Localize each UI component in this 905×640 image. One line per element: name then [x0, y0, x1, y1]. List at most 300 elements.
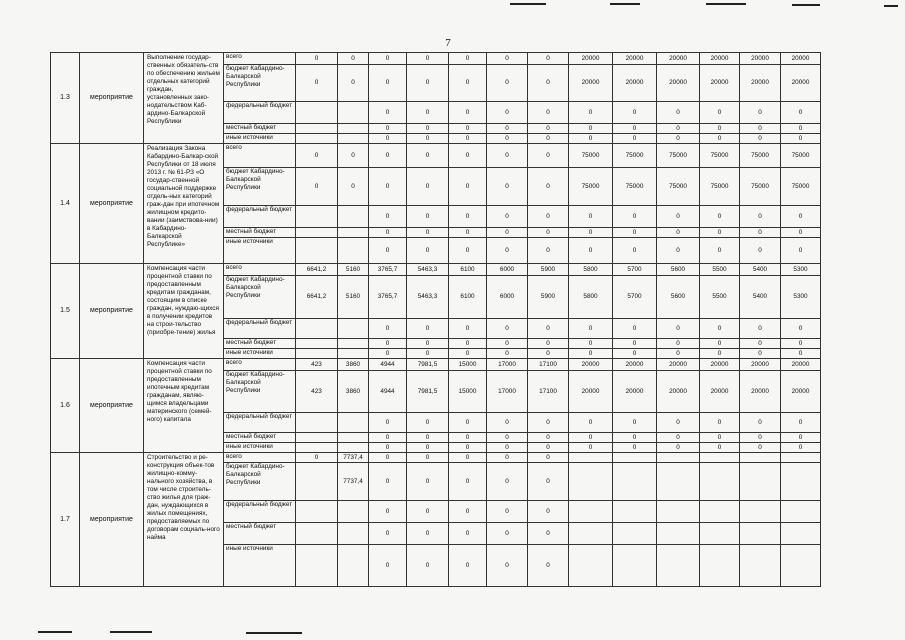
value-cell: 0: [528, 433, 569, 443]
value-cell: [296, 349, 338, 359]
value-cell: 0: [487, 238, 528, 264]
value-cell: [657, 545, 700, 587]
value-cell: [569, 501, 613, 523]
value-cell: [338, 349, 369, 359]
value-cell: 0: [528, 339, 569, 349]
value-cell: 17000: [487, 359, 528, 371]
scan-artifact-top-1: [510, 3, 546, 5]
value-cell: 0: [740, 102, 781, 124]
funding-source: бюджет Кабардино-Балкарской Республики: [224, 65, 296, 102]
value-cell: [296, 319, 338, 339]
value-cell: 20000: [740, 65, 781, 102]
value-cell: 0: [613, 339, 657, 349]
value-cell: 0: [657, 413, 700, 433]
value-cell: [296, 413, 338, 433]
value-cell: 0: [528, 206, 569, 228]
section-number: 1.6: [51, 359, 80, 453]
value-cell: [338, 545, 369, 587]
value-cell: 75000: [700, 168, 740, 206]
value-cell: 20000: [569, 359, 613, 371]
value-cell: 3765,7: [369, 264, 407, 276]
value-cell: 0: [700, 349, 740, 359]
value-cell: 0: [569, 433, 613, 443]
value-cell: [338, 339, 369, 349]
value-cell: 0: [407, 349, 449, 359]
value-cell: 0: [781, 413, 821, 433]
value-cell: 20000: [781, 65, 821, 102]
value-cell: 0: [449, 134, 487, 144]
value-cell: 0: [407, 413, 449, 433]
value-cell: 0: [407, 339, 449, 349]
value-cell: [781, 453, 821, 463]
value-cell: 0: [613, 228, 657, 238]
value-cell: [569, 463, 613, 501]
value-cell: 0: [296, 168, 338, 206]
value-cell: [296, 238, 338, 264]
value-cell: [338, 206, 369, 228]
value-cell: 0: [487, 65, 528, 102]
value-cell: 0: [487, 433, 528, 443]
value-cell: 0: [487, 102, 528, 124]
section-number: 1.3: [51, 53, 80, 144]
value-cell: [700, 545, 740, 587]
value-cell: 0: [569, 339, 613, 349]
value-cell: 5160: [338, 264, 369, 276]
budget-table: [50, 52, 821, 587]
funding-source: бюджет Кабардино-Балкарской Республики: [224, 463, 296, 501]
value-cell: 0: [700, 339, 740, 349]
value-cell: 0: [657, 319, 700, 339]
value-cell: 0: [528, 523, 569, 545]
value-cell: [296, 134, 338, 144]
value-cell: 20000: [569, 371, 613, 413]
value-cell: 0: [528, 413, 569, 433]
value-cell: 0: [528, 463, 569, 501]
value-cell: 5463,3: [407, 264, 449, 276]
value-cell: 0: [449, 319, 487, 339]
section-name: Реализация Закона Кабардино-Балкар-ской Республики от 18 июля 2013 г. № 61-РЗ «О государ-ственной социальной поддержке отдель-ных категорий граж-дан при ипотечном жилищном кредито-вании (заимствова-нии) в Кабардино-Балкарской Республике»: [144, 144, 224, 264]
value-cell: 0: [528, 102, 569, 124]
value-cell: 0: [487, 339, 528, 349]
value-cell: [338, 102, 369, 124]
value-cell: [338, 238, 369, 264]
value-cell: 0: [613, 124, 657, 134]
value-cell: 4944: [369, 371, 407, 413]
value-cell: 0: [407, 433, 449, 443]
funding-source: местный бюджет: [224, 523, 296, 545]
value-cell: 0: [449, 238, 487, 264]
value-cell: 17100: [528, 359, 569, 371]
value-cell: 0: [449, 463, 487, 501]
value-cell: 6641,2: [296, 276, 338, 319]
value-cell: 0: [449, 65, 487, 102]
value-cell: 0: [487, 413, 528, 433]
funding-source: местный бюджет: [224, 228, 296, 238]
value-cell: 0: [528, 168, 569, 206]
section-number: 1.4: [51, 144, 80, 264]
value-cell: 20000: [700, 65, 740, 102]
funding-source: всего: [224, 264, 296, 276]
value-cell: 0: [449, 339, 487, 349]
value-cell: 0: [449, 228, 487, 238]
value-cell: [740, 453, 781, 463]
value-cell: 0: [338, 53, 369, 65]
value-cell: [338, 124, 369, 134]
value-cell: 0: [487, 206, 528, 228]
value-cell: [338, 228, 369, 238]
table-row: [51, 144, 821, 168]
value-cell: 0: [569, 134, 613, 144]
value-cell: 0: [528, 144, 569, 168]
value-cell: 0: [781, 206, 821, 228]
value-cell: 0: [528, 545, 569, 587]
value-cell: [613, 453, 657, 463]
value-cell: 0: [700, 102, 740, 124]
value-cell: [781, 523, 821, 545]
value-cell: 0: [569, 206, 613, 228]
value-cell: 0: [487, 53, 528, 65]
funding-source: бюджет Кабардино-Балкарской Республики: [224, 168, 296, 206]
value-cell: 0: [781, 443, 821, 453]
value-cell: [700, 523, 740, 545]
value-cell: 0: [449, 168, 487, 206]
section-number: 1.5: [51, 264, 80, 359]
value-cell: 0: [700, 443, 740, 453]
funding-source: всего: [224, 453, 296, 463]
value-cell: 5600: [657, 276, 700, 319]
value-cell: 3860: [338, 359, 369, 371]
funding-source: бюджет Кабардино-Балкарской Республики: [224, 371, 296, 413]
value-cell: 0: [781, 433, 821, 443]
value-cell: 20000: [740, 53, 781, 65]
value-cell: 7737,4: [338, 453, 369, 463]
section-type: мероприятие: [80, 264, 144, 359]
value-cell: 0: [407, 228, 449, 238]
value-cell: [296, 463, 338, 501]
section-name: Компенсация части процентной ставки по предоставленным ипотечным кредитам гражданам, являю-щимся владельцами материнского (семей-ного) капитала: [144, 359, 224, 453]
value-cell: 75000: [700, 144, 740, 168]
value-cell: [781, 501, 821, 523]
value-cell: 0: [700, 433, 740, 443]
value-cell: 5900: [528, 264, 569, 276]
value-cell: 75000: [657, 168, 700, 206]
value-cell: 0: [569, 413, 613, 433]
value-cell: 20000: [613, 371, 657, 413]
value-cell: 0: [369, 463, 407, 501]
value-cell: 0: [569, 102, 613, 124]
value-cell: [657, 453, 700, 463]
value-cell: 0: [700, 206, 740, 228]
value-cell: 0: [407, 545, 449, 587]
value-cell: 0: [407, 463, 449, 501]
value-cell: 0: [407, 453, 449, 463]
funding-source: всего: [224, 359, 296, 371]
value-cell: [338, 413, 369, 433]
value-cell: 0: [569, 124, 613, 134]
value-cell: 0: [781, 102, 821, 124]
value-cell: 0: [449, 124, 487, 134]
value-cell: 0: [449, 102, 487, 124]
value-cell: 0: [369, 65, 407, 102]
value-cell: 0: [449, 523, 487, 545]
value-cell: 15000: [449, 359, 487, 371]
funding-source: иные источники: [224, 443, 296, 453]
value-cell: 75000: [569, 168, 613, 206]
value-cell: [296, 545, 338, 587]
value-cell: 20000: [700, 371, 740, 413]
value-cell: 0: [407, 65, 449, 102]
value-cell: [296, 206, 338, 228]
section-number: 1.7: [51, 453, 80, 587]
table-row: [51, 453, 821, 463]
value-cell: 0: [528, 501, 569, 523]
value-cell: [296, 339, 338, 349]
value-cell: 0: [487, 134, 528, 144]
value-cell: 0: [369, 206, 407, 228]
value-cell: 0: [449, 501, 487, 523]
value-cell: [569, 545, 613, 587]
value-cell: 0: [528, 349, 569, 359]
value-cell: 0: [657, 443, 700, 453]
value-cell: 0: [369, 124, 407, 134]
funding-source: иные источники: [224, 134, 296, 144]
value-cell: 0: [369, 433, 407, 443]
value-cell: 0: [338, 168, 369, 206]
value-cell: 0: [569, 228, 613, 238]
value-cell: [781, 463, 821, 501]
value-cell: 75000: [613, 144, 657, 168]
value-cell: 0: [528, 319, 569, 339]
value-cell: 5800: [569, 264, 613, 276]
value-cell: [296, 523, 338, 545]
value-cell: 0: [528, 238, 569, 264]
value-cell: 0: [449, 453, 487, 463]
scan-artifact-top-3: [706, 3, 746, 5]
value-cell: 0: [449, 144, 487, 168]
value-cell: 0: [700, 238, 740, 264]
value-cell: [296, 433, 338, 443]
scan-artifact-top-4: [792, 4, 820, 6]
value-cell: 20000: [700, 359, 740, 371]
value-cell: [700, 453, 740, 463]
value-cell: 15000: [449, 371, 487, 413]
value-cell: 0: [613, 319, 657, 339]
value-cell: 0: [781, 228, 821, 238]
funding-source: иные источники: [224, 349, 296, 359]
value-cell: 0: [449, 349, 487, 359]
value-cell: 5300: [781, 276, 821, 319]
value-cell: 0: [569, 238, 613, 264]
section-type: мероприятие: [80, 359, 144, 453]
value-cell: 0: [613, 238, 657, 264]
funding-source: иные источники: [224, 545, 296, 587]
value-cell: 0: [407, 102, 449, 124]
value-cell: 0: [487, 523, 528, 545]
section-type: мероприятие: [80, 144, 144, 264]
value-cell: 5400: [740, 276, 781, 319]
value-cell: 0: [487, 319, 528, 339]
scan-artifact-top-2: [610, 3, 640, 5]
value-cell: 0: [369, 413, 407, 433]
funding-source: местный бюджет: [224, 339, 296, 349]
value-cell: 20000: [700, 53, 740, 65]
value-cell: 20000: [613, 65, 657, 102]
value-cell: 0: [781, 124, 821, 134]
value-cell: 0: [740, 443, 781, 453]
funding-source: федеральный бюджет: [224, 206, 296, 228]
value-cell: [613, 501, 657, 523]
value-cell: 0: [528, 65, 569, 102]
value-cell: 0: [657, 349, 700, 359]
value-cell: 0: [528, 53, 569, 65]
value-cell: [657, 463, 700, 501]
value-cell: 3860: [338, 371, 369, 413]
funding-source: всего: [224, 144, 296, 168]
value-cell: 0: [657, 433, 700, 443]
value-cell: 0: [449, 206, 487, 228]
value-cell: 0: [449, 53, 487, 65]
value-cell: 0: [369, 134, 407, 144]
value-cell: 0: [338, 144, 369, 168]
value-cell: 0: [369, 238, 407, 264]
value-cell: 0: [657, 124, 700, 134]
value-cell: 75000: [740, 168, 781, 206]
value-cell: [296, 228, 338, 238]
value-cell: 0: [407, 53, 449, 65]
funding-source: иные источники: [224, 238, 296, 264]
value-cell: 20000: [657, 53, 700, 65]
value-cell: 17100: [528, 371, 569, 413]
value-cell: 0: [528, 453, 569, 463]
value-cell: [613, 545, 657, 587]
value-cell: 0: [407, 319, 449, 339]
value-cell: [296, 102, 338, 124]
value-cell: 0: [407, 168, 449, 206]
table-row: [51, 53, 821, 65]
value-cell: 0: [781, 349, 821, 359]
value-cell: 0: [657, 102, 700, 124]
value-cell: 0: [487, 501, 528, 523]
value-cell: 17000: [487, 371, 528, 413]
value-cell: 0: [369, 349, 407, 359]
value-cell: 0: [338, 65, 369, 102]
value-cell: 0: [407, 144, 449, 168]
value-cell: 0: [700, 134, 740, 144]
value-cell: 0: [740, 413, 781, 433]
value-cell: 75000: [613, 168, 657, 206]
value-cell: 0: [740, 349, 781, 359]
funding-source: местный бюджет: [224, 124, 296, 134]
value-cell: 0: [740, 238, 781, 264]
scan-artifact-bottom-2: [110, 631, 152, 633]
value-cell: 5800: [569, 276, 613, 319]
value-cell: 0: [487, 545, 528, 587]
value-cell: 5463,3: [407, 276, 449, 319]
value-cell: 75000: [781, 144, 821, 168]
value-cell: 20000: [613, 359, 657, 371]
value-cell: 0: [700, 124, 740, 134]
value-cell: 75000: [657, 144, 700, 168]
value-cell: 6100: [449, 276, 487, 319]
value-cell: 75000: [781, 168, 821, 206]
value-cell: [296, 124, 338, 134]
value-cell: [740, 501, 781, 523]
value-cell: [740, 523, 781, 545]
value-cell: 0: [369, 453, 407, 463]
value-cell: [338, 443, 369, 453]
value-cell: [657, 501, 700, 523]
value-cell: 0: [369, 501, 407, 523]
value-cell: 0: [407, 523, 449, 545]
funding-source: федеральный бюджет: [224, 413, 296, 433]
value-cell: 0: [528, 124, 569, 134]
value-cell: [338, 523, 369, 545]
value-cell: 75000: [740, 144, 781, 168]
value-cell: 20000: [740, 371, 781, 413]
value-cell: 0: [657, 206, 700, 228]
value-cell: 5500: [700, 276, 740, 319]
value-cell: 6000: [487, 264, 528, 276]
value-cell: 0: [449, 433, 487, 443]
value-cell: 0: [296, 453, 338, 463]
value-cell: [740, 545, 781, 587]
section-type: мероприятие: [80, 53, 144, 144]
page-number: 7: [445, 37, 451, 49]
value-cell: 0: [657, 238, 700, 264]
value-cell: 0: [613, 433, 657, 443]
table-row: [51, 264, 821, 276]
value-cell: 0: [449, 413, 487, 433]
section-name: Выполнение государ-ственных обязатель-ств по обеспечению жильем отдельных категорий граждан, установленных зако-нодательством Каб-ардино-Балкарской Республики: [144, 53, 224, 144]
scan-artifact-bottom-3: [246, 632, 302, 634]
value-cell: 0: [369, 53, 407, 65]
value-cell: 0: [369, 523, 407, 545]
value-cell: [338, 501, 369, 523]
value-cell: 0: [487, 228, 528, 238]
value-cell: 20000: [781, 53, 821, 65]
value-cell: 0: [407, 206, 449, 228]
value-cell: 20000: [569, 53, 613, 65]
value-cell: 0: [487, 453, 528, 463]
value-cell: 0: [296, 144, 338, 168]
value-cell: 0: [487, 349, 528, 359]
table-row: [51, 359, 821, 371]
value-cell: 0: [449, 443, 487, 453]
value-cell: [613, 463, 657, 501]
value-cell: 0: [296, 53, 338, 65]
value-cell: 6100: [449, 264, 487, 276]
value-cell: 0: [369, 443, 407, 453]
value-cell: 5900: [528, 276, 569, 319]
value-cell: 0: [407, 238, 449, 264]
value-cell: 0: [740, 339, 781, 349]
value-cell: 0: [369, 102, 407, 124]
value-cell: 0: [613, 413, 657, 433]
section-name: Компенсация части процентной ставки по предоставленным кредитам гражданам, состоящим в списке граждан, нуждаю-щихся в получении кредитов на строи-тельство (приобре-тение) жилья: [144, 264, 224, 359]
value-cell: 7981,5: [407, 371, 449, 413]
value-cell: [296, 443, 338, 453]
value-cell: 0: [657, 228, 700, 238]
value-cell: 0: [657, 339, 700, 349]
funding-source: бюджет Кабардино-Балкарской Республики: [224, 276, 296, 319]
value-cell: 5400: [740, 264, 781, 276]
value-cell: 0: [781, 134, 821, 144]
value-cell: 5600: [657, 264, 700, 276]
value-cell: 0: [369, 168, 407, 206]
value-cell: [338, 319, 369, 339]
value-cell: 20000: [569, 65, 613, 102]
value-cell: 0: [369, 144, 407, 168]
